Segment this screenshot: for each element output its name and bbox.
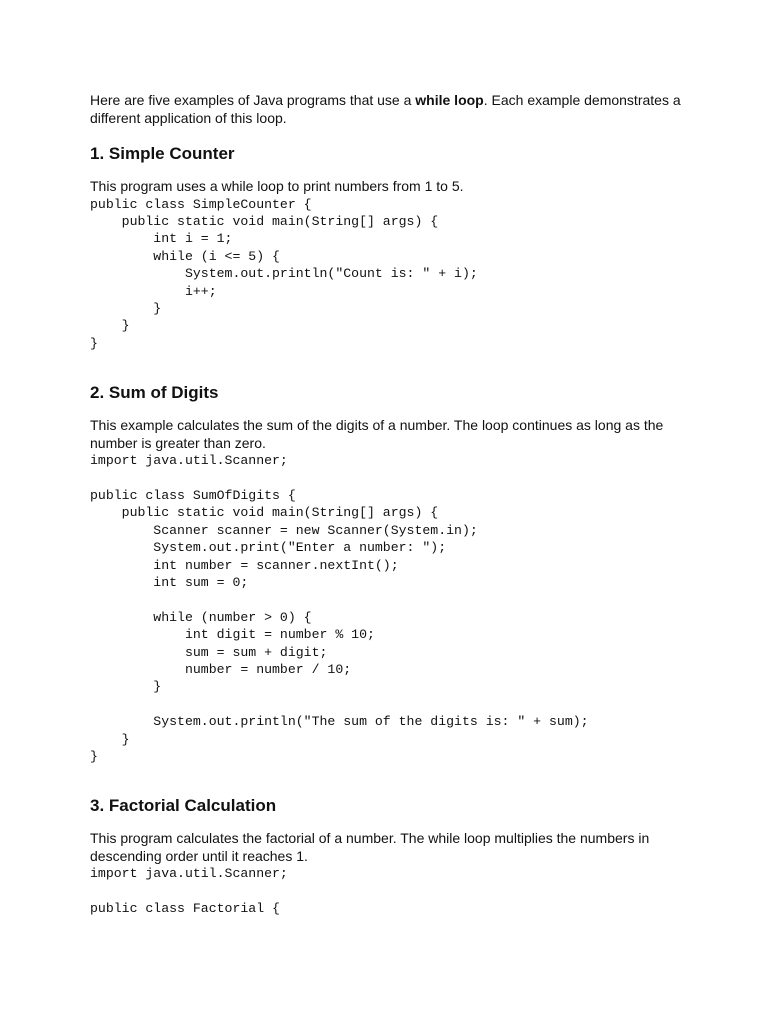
code-block-factorial: import java.util.Scanner; public class Factorial { bbox=[90, 866, 288, 917]
section-heading-factorial: 3. Factorial Calculation bbox=[90, 796, 277, 816]
intro-text-after: . Each example demonstrates a different application of this loop. bbox=[90, 92, 681, 126]
code-block-simple-counter: public class SimpleCounter { public static void main(String[] args) { int i = 1; while (i <= 5) { System.out.println("Count is: " + i); i++; } } } bbox=[90, 196, 478, 351]
section-heading-simple-counter: 1. Simple Counter bbox=[90, 144, 235, 163]
section-description-sum-of-digits: This example calculates the sum of the digits of a number. The loop continues as long as the number is greater than zero. bbox=[90, 417, 664, 451]
section-description-factorial: This program calculates the factorial of a number. The while loop multiplies the numbers in descending order until it reaches 1. bbox=[90, 830, 650, 864]
code-block-sum-of-digits: import java.util.Scanner; public class SumOfDigits { public static void main(String[] args) { Scanner scanner = new Scanner(System.in); System.out.print("Enter a number: "); int number = scanner.nextInt(); int sum = 0; while (number > 0) { int digit = number % 10; sum = sum + digit; number = number / 10; } System.out.println("The sum of the digits is: " + sum); } } bbox=[90, 453, 589, 765]
section-description-simple-counter: This program uses a while loop to print numbers from 1 to 5. bbox=[90, 178, 464, 194]
intro-text-before: Here are five examples of Java programs that use a bbox=[90, 92, 416, 108]
section-heading-sum-of-digits: 2. Sum of Digits bbox=[90, 383, 219, 403]
intro-paragraph bbox=[90, 92, 690, 127]
document-content bbox=[90, 92, 690, 918]
intro-bold-term: while loop bbox=[415, 92, 484, 108]
